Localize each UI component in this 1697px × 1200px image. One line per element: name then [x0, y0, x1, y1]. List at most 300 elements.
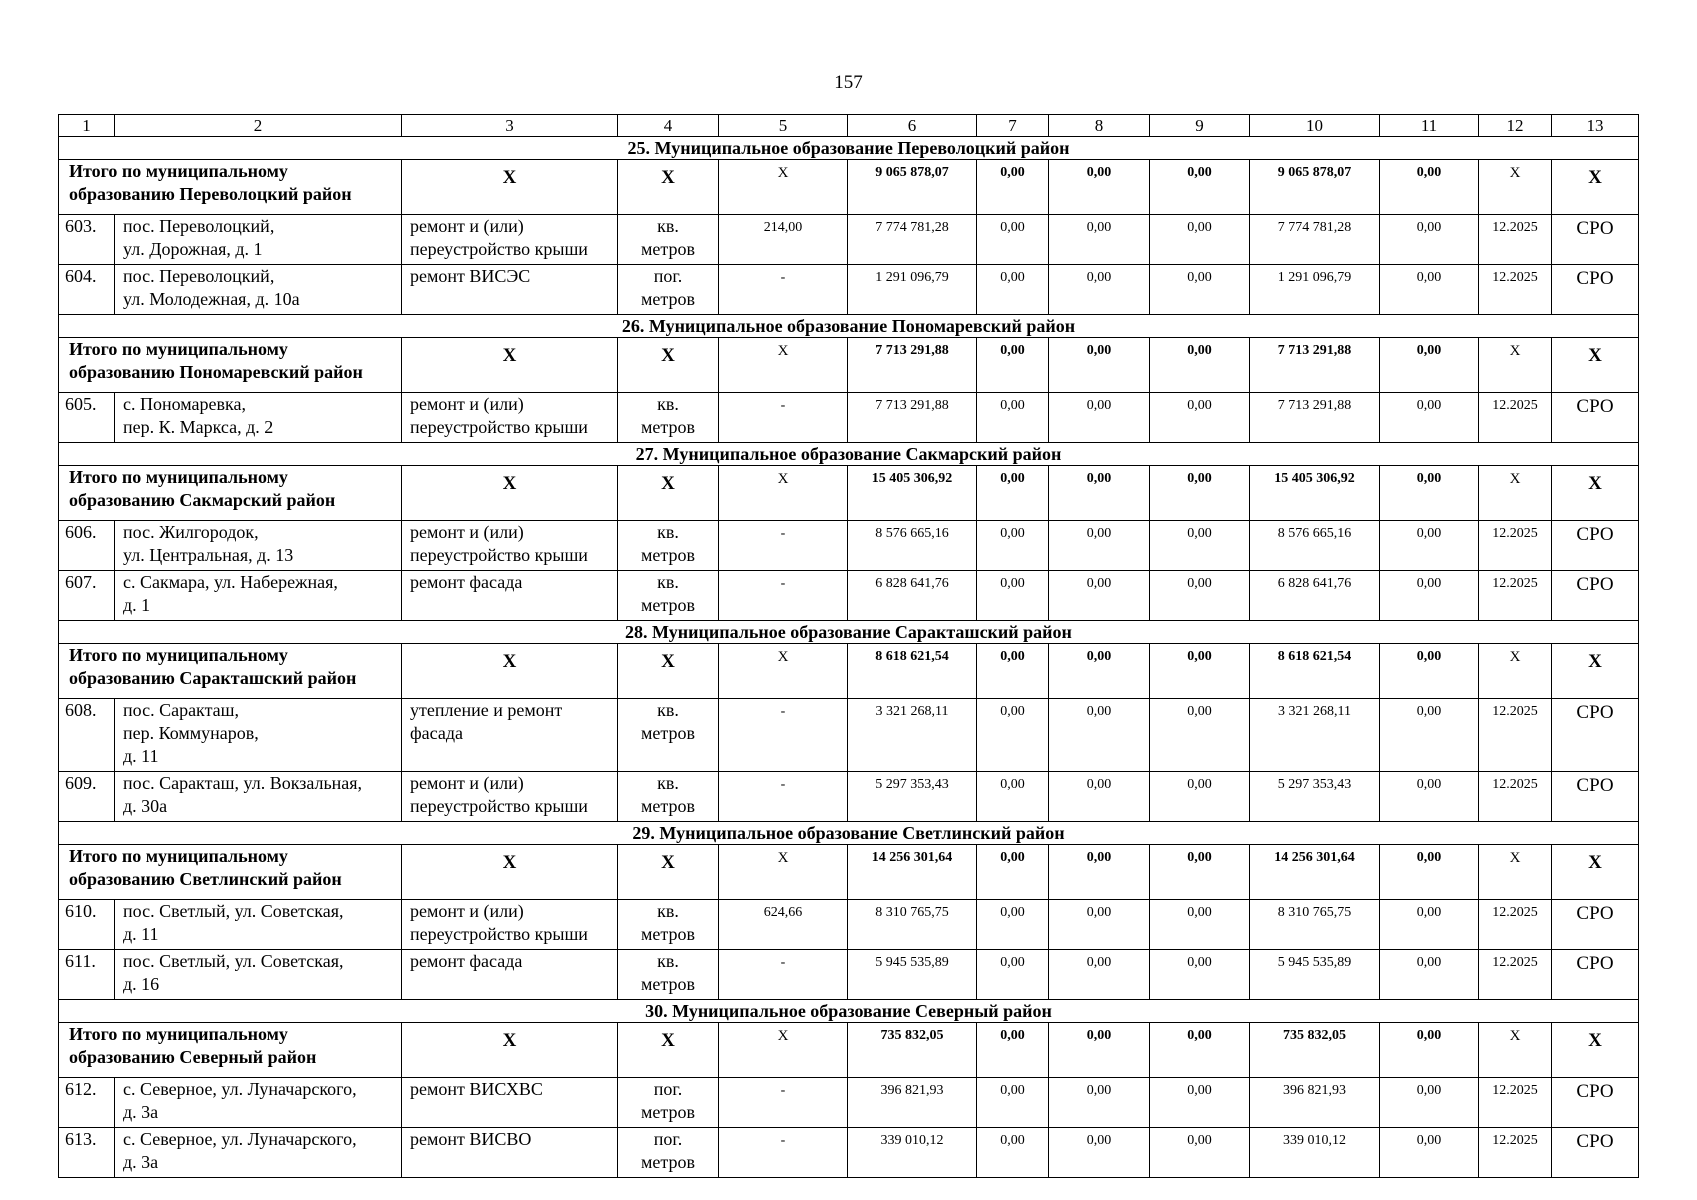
section-total-row — [59, 644, 1639, 699]
total-col10-value: 15 405 306,92 — [1250, 466, 1380, 521]
unit-line1: кв. — [657, 700, 679, 720]
section-title-row — [59, 137, 1639, 160]
total-col9-value: 0,00 — [1150, 466, 1250, 521]
quantity: - — [719, 699, 848, 772]
total-label-line2: образованию Переволоцкий район — [69, 184, 352, 204]
work-type: ремонт и (или) переустройство крыши — [402, 900, 618, 950]
other-funds: 0,00 — [1380, 521, 1479, 571]
section-total-row — [59, 466, 1639, 521]
completion-date: 12.2025 — [1479, 393, 1552, 443]
total-col9-value: 0,00 — [1150, 644, 1250, 699]
owner-funds: 7 713 291,88 — [1250, 393, 1380, 443]
total-label — [59, 845, 402, 900]
owner-funds: 6 828 641,76 — [1250, 571, 1380, 621]
quantity: - — [719, 950, 848, 1000]
capital-repair-table — [58, 114, 1639, 1178]
local-funds: 0,00 — [1150, 393, 1250, 443]
row-number: 608. — [59, 699, 115, 772]
federal-funds: 0,00 — [977, 699, 1049, 772]
total-col6-value: 735 832,05 — [848, 1023, 977, 1078]
header-col-8: 8 — [1049, 115, 1150, 137]
work-type: ремонт фасада — [402, 571, 618, 621]
section-title: 27. Муниципальное образование Сакмарский район — [59, 443, 1639, 466]
quantity: - — [719, 1078, 848, 1128]
total-label — [59, 644, 402, 699]
unit-cell — [618, 1078, 719, 1128]
unit-cell — [618, 571, 719, 621]
fund-type: СРО — [1552, 265, 1639, 315]
total-col7-value: 0,00 — [977, 160, 1049, 215]
total-col3-x: X — [402, 845, 618, 900]
completion-date: 12.2025 — [1479, 521, 1552, 571]
unit-cell — [618, 699, 719, 772]
table-row — [59, 521, 1639, 571]
owner-funds: 1 291 096,79 — [1250, 265, 1380, 315]
total-col11-value: 0,00 — [1380, 845, 1479, 900]
other-funds: 0,00 — [1380, 1078, 1479, 1128]
unit-line1: пог. — [653, 1129, 683, 1149]
page-number: 157 — [834, 72, 863, 93]
unit-line2: метров — [641, 1102, 695, 1122]
federal-funds: 0,00 — [977, 1078, 1049, 1128]
total-cost: 1 291 096,79 — [848, 265, 977, 315]
section-title-row — [59, 621, 1639, 644]
total-col13-x: X — [1552, 845, 1639, 900]
quantity: - — [719, 393, 848, 443]
quantity: 214,00 — [719, 215, 848, 265]
section-title-row — [59, 1000, 1639, 1023]
regional-funds: 0,00 — [1049, 265, 1150, 315]
section-title: 26. Муниципальное образование Пономаревский район — [59, 315, 1639, 338]
section-title: 29. Муниципальное образование Светлинский район — [59, 822, 1639, 845]
header-col-13: 13 — [1552, 115, 1639, 137]
federal-funds: 0,00 — [977, 393, 1049, 443]
row-number: 606. — [59, 521, 115, 571]
row-number: 605. — [59, 393, 115, 443]
address-line: пос. Светлый, ул. Советская, — [123, 901, 344, 921]
total-col6-value: 14 256 301,64 — [848, 845, 977, 900]
fund-type: СРО — [1552, 900, 1639, 950]
total-col9-value: 0,00 — [1150, 338, 1250, 393]
quantity: - — [719, 521, 848, 571]
total-col4-x: X — [618, 466, 719, 521]
regional-funds: 0,00 — [1049, 900, 1150, 950]
quantity: - — [719, 1128, 848, 1178]
total-label — [59, 160, 402, 215]
fund-type: СРО — [1552, 571, 1639, 621]
unit-line2: метров — [641, 289, 695, 309]
address-line: пос. Жилгородок, — [123, 522, 259, 542]
unit-line1: кв. — [657, 394, 679, 414]
header-col-2: 2 — [115, 115, 402, 137]
table-row — [59, 1078, 1639, 1128]
total-col7-value: 0,00 — [977, 338, 1049, 393]
total-col12-x: X — [1479, 338, 1552, 393]
total-label-line1: Итого по муниципальному — [69, 161, 288, 181]
address-cell — [115, 571, 402, 621]
other-funds: 0,00 — [1380, 772, 1479, 822]
header-col-3: 3 — [402, 115, 618, 137]
unit-line1: кв. — [657, 522, 679, 542]
local-funds: 0,00 — [1150, 265, 1250, 315]
federal-funds: 0,00 — [977, 521, 1049, 571]
owner-funds: 8 576 665,16 — [1250, 521, 1380, 571]
header-col-7: 7 — [977, 115, 1049, 137]
address-line: пос. Переволоцкий, — [123, 216, 275, 236]
work-type: ремонт и (или) переустройство крыши — [402, 521, 618, 571]
total-col13-x: X — [1552, 160, 1639, 215]
address-line: пос. Переволоцкий, — [123, 266, 275, 286]
section-title-row — [59, 443, 1639, 466]
total-col5-x: X — [719, 845, 848, 900]
unit-cell — [618, 215, 719, 265]
total-col10-value: 9 065 878,07 — [1250, 160, 1380, 215]
total-label-line2: образованию Северный район — [69, 1047, 317, 1067]
section-title-row — [59, 315, 1639, 338]
total-col13-x: X — [1552, 466, 1639, 521]
table-row — [59, 215, 1639, 265]
total-col3-x: X — [402, 644, 618, 699]
local-funds: 0,00 — [1150, 521, 1250, 571]
work-type: ремонт ВИСХВС — [402, 1078, 618, 1128]
completion-date: 12.2025 — [1479, 215, 1552, 265]
work-type: ремонт и (или) переустройство крыши — [402, 772, 618, 822]
total-col12-x: X — [1479, 845, 1552, 900]
total-label-line2: образованию Пономаревский район — [69, 362, 363, 382]
header-col-6: 6 — [848, 115, 977, 137]
unit-line1: кв. — [657, 216, 679, 236]
total-col8-value: 0,00 — [1049, 338, 1150, 393]
fund-type: СРО — [1552, 215, 1639, 265]
row-number: 603. — [59, 215, 115, 265]
section-total-row — [59, 1023, 1639, 1078]
address-line: д. 3а — [123, 1102, 159, 1122]
total-col12-x: X — [1479, 466, 1552, 521]
unit-line2: метров — [641, 723, 695, 743]
total-cost: 3 321 268,11 — [848, 699, 977, 772]
row-number: 611. — [59, 950, 115, 1000]
work-type: ремонт ВИСЭС — [402, 265, 618, 315]
unit-line2: метров — [641, 1152, 695, 1172]
row-number: 613. — [59, 1128, 115, 1178]
total-label-line1: Итого по муниципальному — [69, 467, 288, 487]
total-col7-value: 0,00 — [977, 466, 1049, 521]
section-total-row — [59, 845, 1639, 900]
completion-date: 12.2025 — [1479, 950, 1552, 1000]
regional-funds: 0,00 — [1049, 1078, 1150, 1128]
total-cost: 5 297 353,43 — [848, 772, 977, 822]
total-col13-x: X — [1552, 644, 1639, 699]
unit-line2: метров — [641, 974, 695, 994]
total-col9-value: 0,00 — [1150, 845, 1250, 900]
table-row — [59, 772, 1639, 822]
total-label-line2: образованию Сакмарский район — [69, 490, 336, 510]
total-col8-value: 0,00 — [1049, 160, 1150, 215]
unit-line1: кв. — [657, 773, 679, 793]
federal-funds: 0,00 — [977, 215, 1049, 265]
regional-funds: 0,00 — [1049, 699, 1150, 772]
unit-line1: кв. — [657, 901, 679, 921]
unit-cell — [618, 950, 719, 1000]
header-col-4: 4 — [618, 115, 719, 137]
address-line: ул. Центральная, д. 13 — [123, 545, 294, 565]
header-col-1: 1 — [59, 115, 115, 137]
header-col-5: 5 — [719, 115, 848, 137]
row-number: 607. — [59, 571, 115, 621]
quantity: - — [719, 265, 848, 315]
address-cell — [115, 215, 402, 265]
owner-funds: 5 297 353,43 — [1250, 772, 1380, 822]
local-funds: 0,00 — [1150, 900, 1250, 950]
total-col3-x: X — [402, 1023, 618, 1078]
row-number: 609. — [59, 772, 115, 822]
total-col4-x: X — [618, 845, 719, 900]
total-cost: 339 010,12 — [848, 1128, 977, 1178]
fund-type: СРО — [1552, 950, 1639, 1000]
quantity: - — [719, 571, 848, 621]
address-line: с. Северное, ул. Луначарского, — [123, 1079, 357, 1099]
quantity: - — [719, 772, 848, 822]
unit-line1: кв. — [657, 572, 679, 592]
section-total-row — [59, 160, 1639, 215]
header-col-11: 11 — [1380, 115, 1479, 137]
table-row — [59, 571, 1639, 621]
federal-funds: 0,00 — [977, 571, 1049, 621]
federal-funds: 0,00 — [977, 772, 1049, 822]
unit-line2: метров — [641, 796, 695, 816]
section-title: 28. Муниципальное образование Саракташский район — [59, 621, 1639, 644]
regional-funds: 0,00 — [1049, 950, 1150, 1000]
total-col8-value: 0,00 — [1049, 845, 1150, 900]
header-col-10: 10 — [1250, 115, 1380, 137]
address-cell — [115, 393, 402, 443]
total-label — [59, 1023, 402, 1078]
header-col-9: 9 — [1150, 115, 1250, 137]
total-col11-value: 0,00 — [1380, 160, 1479, 215]
address-line: д. 16 — [123, 974, 160, 994]
owner-funds: 396 821,93 — [1250, 1078, 1380, 1128]
total-col11-value: 0,00 — [1380, 1023, 1479, 1078]
address-cell — [115, 1128, 402, 1178]
local-funds: 0,00 — [1150, 950, 1250, 1000]
total-col8-value: 0,00 — [1049, 644, 1150, 699]
address-line: д. 3а — [123, 1152, 159, 1172]
address-line: д. 11 — [123, 924, 159, 944]
total-col12-x: X — [1479, 644, 1552, 699]
address-line: с. Сакмара, ул. Набережная, — [123, 572, 338, 592]
table-row — [59, 950, 1639, 1000]
total-col5-x: X — [719, 1023, 848, 1078]
completion-date: 12.2025 — [1479, 1128, 1552, 1178]
unit-line1: кв. — [657, 951, 679, 971]
federal-funds: 0,00 — [977, 265, 1049, 315]
fund-type: СРО — [1552, 772, 1639, 822]
unit-line2: метров — [641, 595, 695, 615]
section-title: 25. Муниципальное образование Переволоцкий район — [59, 137, 1639, 160]
address-line: пос. Саракташ, — [123, 700, 239, 720]
other-funds: 0,00 — [1380, 215, 1479, 265]
completion-date: 12.2025 — [1479, 900, 1552, 950]
total-cost: 396 821,93 — [848, 1078, 977, 1128]
address-line: с. Северное, ул. Луначарского, — [123, 1129, 357, 1149]
total-col8-value: 0,00 — [1049, 466, 1150, 521]
total-col5-x: X — [719, 644, 848, 699]
total-col11-value: 0,00 — [1380, 338, 1479, 393]
unit-cell — [618, 772, 719, 822]
regional-funds: 0,00 — [1049, 393, 1150, 443]
total-col3-x: X — [402, 160, 618, 215]
address-line: ул. Молодежная, д. 10а — [123, 289, 300, 309]
work-type: ремонт и (или) переустройство крыши — [402, 215, 618, 265]
work-type: ремонт фасада — [402, 950, 618, 1000]
local-funds: 0,00 — [1150, 1078, 1250, 1128]
fund-type: СРО — [1552, 393, 1639, 443]
total-col7-value: 0,00 — [977, 1023, 1049, 1078]
local-funds: 0,00 — [1150, 772, 1250, 822]
address-line: пос. Светлый, ул. Советская, — [123, 951, 344, 971]
address-line: д. 11 — [123, 746, 159, 766]
total-col11-value: 0,00 — [1380, 466, 1479, 521]
work-type: утепление и ремонт фасада — [402, 699, 618, 772]
table-row — [59, 699, 1639, 772]
unit-cell — [618, 900, 719, 950]
total-label — [59, 466, 402, 521]
unit-line2: метров — [641, 924, 695, 944]
section-total-row — [59, 338, 1639, 393]
total-label-line1: Итого по муниципальному — [69, 846, 288, 866]
regional-funds: 0,00 — [1049, 521, 1150, 571]
address-line: д. 1 — [123, 595, 151, 615]
regional-funds: 0,00 — [1049, 571, 1150, 621]
total-col4-x: X — [618, 160, 719, 215]
regional-funds: 0,00 — [1049, 215, 1150, 265]
address-cell — [115, 900, 402, 950]
total-label-line2: образованию Светлинский район — [69, 869, 342, 889]
unit-line1: пог. — [653, 266, 683, 286]
total-col6-value: 7 713 291,88 — [848, 338, 977, 393]
section-title: 30. Муниципальное образование Северный район — [59, 1000, 1639, 1023]
other-funds: 0,00 — [1380, 393, 1479, 443]
total-col13-x: X — [1552, 338, 1639, 393]
row-number: 612. — [59, 1078, 115, 1128]
address-cell — [115, 772, 402, 822]
unit-line2: метров — [641, 545, 695, 565]
other-funds: 0,00 — [1380, 900, 1479, 950]
total-col3-x: X — [402, 466, 618, 521]
address-cell — [115, 1078, 402, 1128]
total-col7-value: 0,00 — [977, 644, 1049, 699]
total-label-line1: Итого по муниципальному — [69, 1024, 288, 1044]
total-col3-x: X — [402, 338, 618, 393]
total-col11-value: 0,00 — [1380, 644, 1479, 699]
total-col12-x: X — [1479, 1023, 1552, 1078]
local-funds: 0,00 — [1150, 571, 1250, 621]
header-col-12: 12 — [1479, 115, 1552, 137]
address-line: пер. К. Маркса, д. 2 — [123, 417, 274, 437]
total-col10-value: 14 256 301,64 — [1250, 845, 1380, 900]
work-type: ремонт ВИСВО — [402, 1128, 618, 1178]
total-label-line1: Итого по муниципальному — [69, 645, 288, 665]
completion-date: 12.2025 — [1479, 1078, 1552, 1128]
address-line: пос. Саракташ, ул. Вокзальная, — [123, 773, 363, 793]
total-col12-x: X — [1479, 160, 1552, 215]
total-cost: 7 713 291,88 — [848, 393, 977, 443]
unit-line1: пог. — [653, 1079, 683, 1099]
local-funds: 0,00 — [1150, 215, 1250, 265]
completion-date: 12.2025 — [1479, 265, 1552, 315]
total-col5-x: X — [719, 466, 848, 521]
total-col8-value: 0,00 — [1049, 1023, 1150, 1078]
total-col7-value: 0,00 — [977, 845, 1049, 900]
total-col4-x: X — [618, 1023, 719, 1078]
total-cost: 7 774 781,28 — [848, 215, 977, 265]
total-label — [59, 338, 402, 393]
local-funds: 0,00 — [1150, 1128, 1250, 1178]
total-col5-x: X — [719, 338, 848, 393]
federal-funds: 0,00 — [977, 900, 1049, 950]
unit-cell — [618, 521, 719, 571]
row-number: 610. — [59, 900, 115, 950]
other-funds: 0,00 — [1380, 699, 1479, 772]
total-col6-value: 15 405 306,92 — [848, 466, 977, 521]
unit-cell — [618, 1128, 719, 1178]
owner-funds: 5 945 535,89 — [1250, 950, 1380, 1000]
fund-type: СРО — [1552, 1078, 1639, 1128]
owner-funds: 3 321 268,11 — [1250, 699, 1380, 772]
section-title-row — [59, 822, 1639, 845]
other-funds: 0,00 — [1380, 950, 1479, 1000]
total-col5-x: X — [719, 160, 848, 215]
total-col4-x: X — [618, 338, 719, 393]
completion-date: 12.2025 — [1479, 571, 1552, 621]
total-label-line2: образованию Саракташский район — [69, 668, 357, 688]
column-number-header — [59, 115, 1639, 137]
owner-funds: 339 010,12 — [1250, 1128, 1380, 1178]
address-cell — [115, 521, 402, 571]
table-row — [59, 900, 1639, 950]
federal-funds: 0,00 — [977, 950, 1049, 1000]
other-funds: 0,00 — [1380, 265, 1479, 315]
unit-cell — [618, 265, 719, 315]
work-type: ремонт и (или) переустройство крыши — [402, 393, 618, 443]
row-number: 604. — [59, 265, 115, 315]
address-cell — [115, 699, 402, 772]
total-col4-x: X — [618, 644, 719, 699]
total-cost: 8 576 665,16 — [848, 521, 977, 571]
total-col10-value: 7 713 291,88 — [1250, 338, 1380, 393]
address-cell — [115, 950, 402, 1000]
total-label-line1: Итого по муниципальному — [69, 339, 288, 359]
completion-date: 12.2025 — [1479, 699, 1552, 772]
address-line: д. 30а — [123, 796, 168, 816]
address-line: ул. Дорожная, д. 1 — [123, 239, 263, 259]
owner-funds: 7 774 781,28 — [1250, 215, 1380, 265]
table-row — [59, 393, 1639, 443]
owner-funds: 8 310 765,75 — [1250, 900, 1380, 950]
completion-date: 12.2025 — [1479, 772, 1552, 822]
total-col10-value: 8 618 621,54 — [1250, 644, 1380, 699]
fund-type: СРО — [1552, 1128, 1639, 1178]
table-row — [59, 265, 1639, 315]
regional-funds: 0,00 — [1049, 772, 1150, 822]
other-funds: 0,00 — [1380, 571, 1479, 621]
other-funds: 0,00 — [1380, 1128, 1479, 1178]
address-cell — [115, 265, 402, 315]
total-col6-value: 8 618 621,54 — [848, 644, 977, 699]
total-cost: 8 310 765,75 — [848, 900, 977, 950]
quantity: 624,66 — [719, 900, 848, 950]
regional-funds: 0,00 — [1049, 1128, 1150, 1178]
